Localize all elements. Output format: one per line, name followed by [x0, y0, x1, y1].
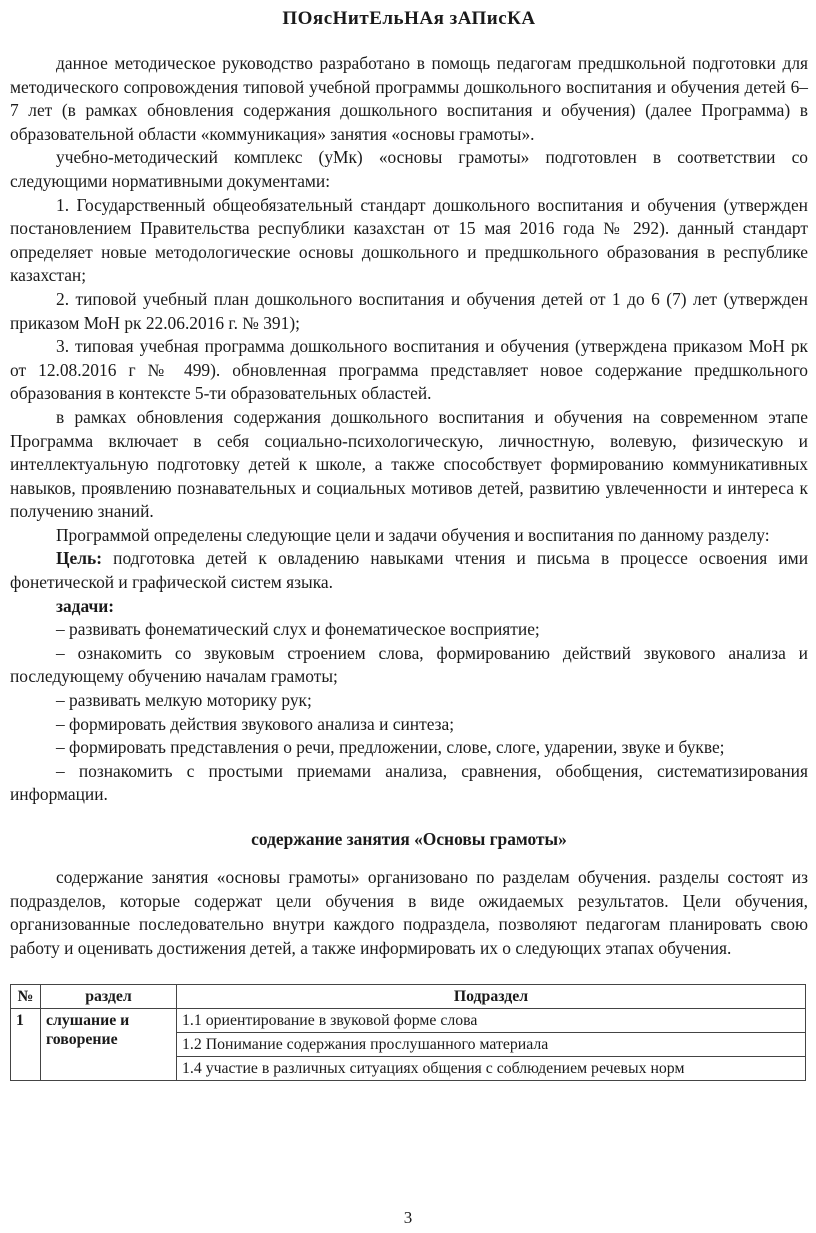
goal-label: Цель: — [56, 548, 102, 569]
goal-text: подготовка детей к овладению навыками чтения и письма в процессе освоения ими фонетической и графической систем языка. — [10, 548, 808, 593]
paragraph-intro: данное методическое руководство разработано в помощь педагогам предшкольной подготовки для методического сопровождения типовой учебной программы дошкольного воспитания и обучения детей 6–7 лет (в рамках обновления содержания дошкольного воспитания и обучения) (далее Программа) в образовательной области «коммуникация» занятия «основы грамоты». — [10, 53, 808, 144]
section-title: содержание занятия «Основы грамоты» — [251, 829, 567, 849]
paragraph-program: 3. типовая учебная программа дошкольного воспитания и обучения (утверждена приказом МоН рк от 12.08.2016 г № 499). обновленная программа представляет новое содержание предшкольного образования в контексте 5-ти образовательных областей. — [10, 336, 808, 404]
table-row — [11, 1009, 806, 1033]
explanatory-note-body — [10, 52, 808, 807]
header-subsection: Подраздел — [177, 985, 806, 1009]
task-item: – формировать действия звукового анализа и синтеза; — [56, 713, 455, 734]
subsection-cell: 1.2 Понимание содержания прослушанного материала — [177, 1033, 806, 1057]
document-page — [10, 0, 808, 1081]
row-section: слушание и говорение — [41, 1009, 177, 1081]
subsection-cell: 1.4 участие в различных ситуациях общения с соблюдением речевых норм — [177, 1057, 806, 1081]
paragraph-curriculum-plan: 2. типовой учебный план дошкольного воспитания и обучения детей от 1 до 6 (7) лет (утвержден приказом МоН рк 22.06.2016 г. № 391); — [10, 288, 808, 333]
header-section: раздел — [41, 985, 177, 1009]
row-number: 1 — [11, 1009, 41, 1081]
table-header-row — [11, 985, 806, 1009]
page-title: ПОясНитЕльНАя зАПисКА — [282, 8, 536, 29]
paragraph-umk: учебно-методический комплекс (уМк) «основы грамоты» подготовлен в соответствии со следующими нормативными документами: — [10, 147, 808, 191]
section-body — [10, 866, 808, 960]
page-number: 3 — [403, 1208, 413, 1227]
task-item: – познакомить с простыми приемами анализа, сравнения, обобщения, систематизирования информации. — [10, 760, 808, 805]
paragraph-goals-intro: Программой определены следующие цели и задачи обучения и воспитания по данному разделу: — [56, 524, 770, 545]
task-item: – развивать фонематический слух и фонематическое восприятие; — [56, 619, 540, 640]
task-item: – ознакомить со звуковым строением слова, формированию действий звукового анализа и последующему обучению началам грамоты; — [10, 642, 808, 687]
paragraph-goal — [10, 547, 808, 594]
subsection-cell: 1.1 ориентирование в звуковой форме слова — [177, 1009, 806, 1033]
paragraph-section: содержание занятия «основы грамоты» организовано по разделам обучения. разделы состоят из подразделов, которые содержат цели обучения в виде ожидаемых результатов. Цели обучения, организованные последовательно внутри каждого подраздела, позволяют педагогам планировать свою работу и оценивать достижения детей, а также информировать их о следующих этапах обучения. — [10, 867, 808, 958]
task-item: – формировать представления о речи, предложении, слове, слоге, ударении, звуке и букве; — [56, 737, 725, 758]
header-number: № — [11, 985, 41, 1009]
paragraph-standard: 1. Государственный общеобязательный стандарт дошкольного воспитания и обучения (утвержден постановлением Правительства республики казахстан от 15 мая 2016 года № 292). данный стандарт определяет новые методологические основы дошкольного и предшкольного образования в республике казахстан; — [10, 194, 808, 286]
paragraph-program-content: в рамках обновления содержания дошкольного воспитания и обучения на современном этапе Программа включает в себя социально-психологическую, личностную, волевую, физическую и интеллектуальную подготовку детей к школе, а также способствует формированию коммуникативных навыков, проявлению познавательных и социальных мотивов детей, развитию увлеченности и интереса к получению знаний. — [10, 406, 808, 522]
sections-table — [10, 984, 806, 1081]
task-item: – развивать мелкую моторику рук; — [56, 690, 312, 711]
tasks-label: задачи: — [56, 595, 115, 616]
